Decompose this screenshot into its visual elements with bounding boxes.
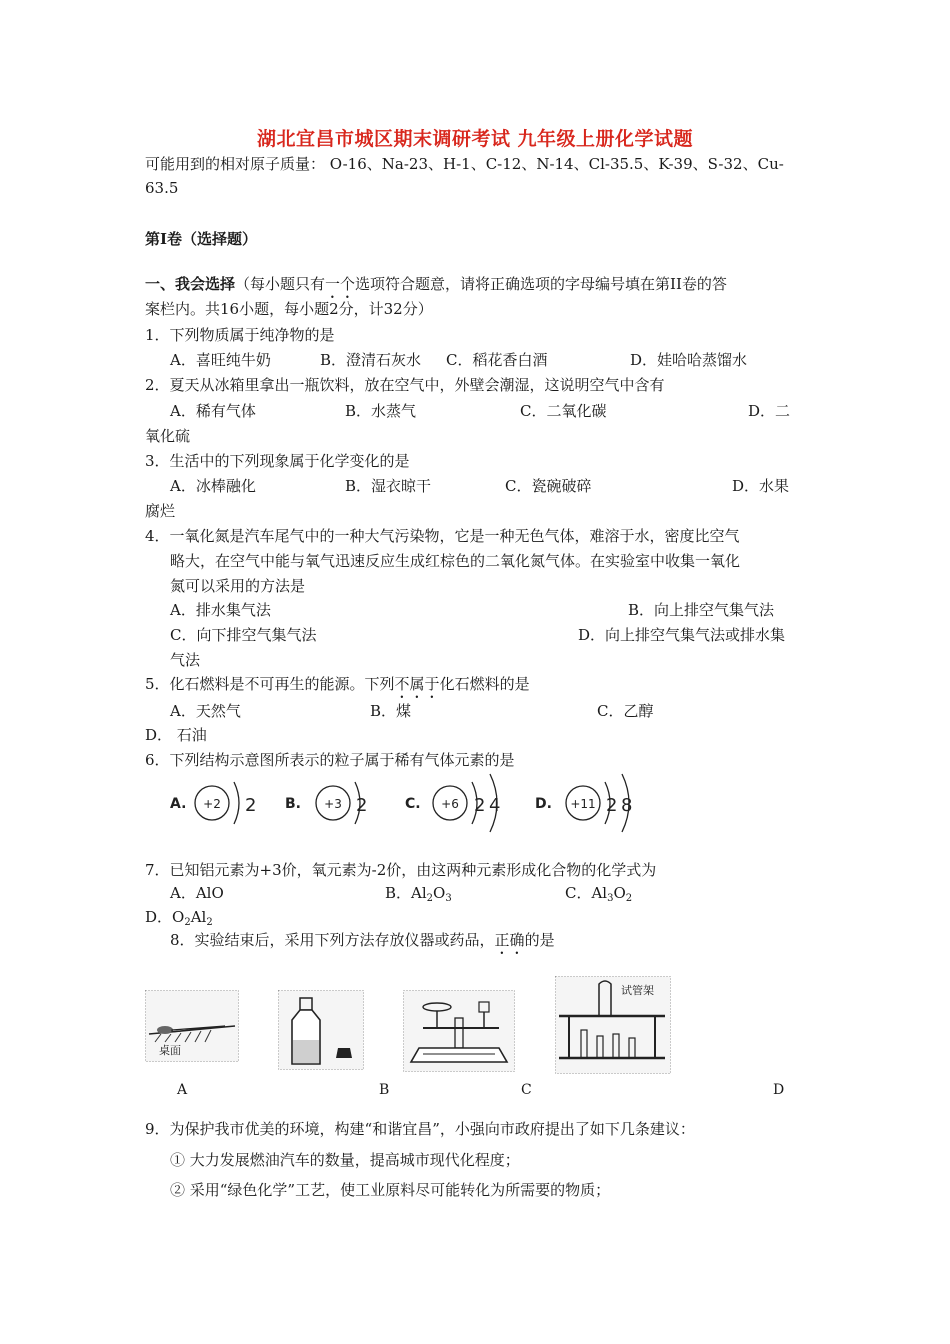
q5-stem: 5．化石燃料是不可再生的能源。下列不属于化石燃料的是 (145, 675, 530, 693)
q2-option-d: D．二 (748, 402, 791, 420)
shell-electrons: 2 (606, 795, 618, 816)
q7-option-a: A．AlO (170, 884, 224, 902)
atom-structure-diagrams (160, 770, 650, 838)
q1-stem: 1．下列物质属于纯净物的是 (145, 326, 335, 344)
image-label: A (177, 1082, 188, 1098)
q4-option-c: C．向下排空气集气法 (170, 626, 317, 644)
q5-option-b: B．煤 (370, 702, 412, 720)
atom-diagram-a (170, 782, 256, 824)
atom-letter: A. (170, 796, 187, 812)
q2-option-b: B．水蒸气 (345, 402, 417, 420)
q3-option-d-cont: 腐烂 (145, 502, 176, 520)
q3-option-a: A．冰棒融化 (170, 477, 256, 495)
q9-suggestion: ① 大力发展燃油汽车的数量，提高城市现代化程度； (170, 1151, 520, 1169)
q1-option-d: D．娃哈哈蒸馏水 (630, 351, 748, 369)
atom-letter: B. (285, 796, 301, 812)
atom-diagram-d (535, 774, 632, 832)
atom-letter: C. (405, 796, 421, 812)
section-title: 第Ⅰ卷（选择题） (145, 230, 258, 248)
atom-letter: D. (535, 796, 552, 812)
q9-stem: 9．为保护我市优美的环境，构建“和谐宜昌”，小强向市政府提出了如下几条建议： (145, 1120, 695, 1138)
atom-nucleus: +6 (441, 797, 459, 811)
atom-diagram-c (405, 774, 500, 832)
q4-option-a: A．排水集气法 (170, 601, 271, 619)
q7-stem: 7．已知铝元素为+3价，氧元素为-2价，由这两种元素形成化合物的化学式为 (145, 861, 657, 879)
q4-stem-cont: 略大，在空气中能与氧气迅速反应生成红棕色的二氧化氮气体。在实验室中收集一氧化 (170, 552, 741, 570)
shell-electrons: 8 (621, 795, 633, 816)
emphasis-text: 一个 (325, 275, 356, 293)
q4-option-d: D．向上排空气集气法或排水集 (578, 626, 786, 644)
q9-suggestion: ② 采用“绿色化学”工艺，使工业原料尽可能转化为所需要的物质； (170, 1181, 611, 1199)
q2-option-a: A．稀有气体 (170, 402, 256, 420)
atom-nucleus: +2 (203, 797, 221, 811)
atom-nucleus: +3 (324, 797, 342, 811)
document-title: 湖北宜昌市城区期末调研考试 九年级上册化学试题 (256, 128, 694, 150)
image-label: C (521, 1082, 532, 1098)
atomic-mass-line: 可能用到的相对原子质量： O-16、Na-23、H-1、C-12、N-14、Cl-35.5、K-39、S-32、Cu- (145, 155, 784, 173)
test-tube-rack-text: 试管架 (621, 984, 654, 997)
q4-stem-cont: 氮可以采用的方法是 (170, 577, 306, 595)
q2-option-d-cont: 氧化硫 (145, 427, 191, 445)
shell-electrons: 4 (489, 795, 501, 816)
q4-option-b: B．向上排空气集气法 (628, 601, 775, 619)
emphasis-text: 正确 (494, 931, 525, 949)
q3-option-c: C．瓷碗破碎 (505, 477, 592, 495)
q3-option-d: D．水果 (732, 477, 790, 495)
emphasis-text: 不属于 (394, 675, 440, 693)
table-text: 桌面 (159, 1044, 181, 1057)
q1-option-a: A．喜旺纯牛奶 (170, 351, 271, 369)
shell-electrons: 2 (245, 795, 257, 816)
image-label: D (773, 1082, 785, 1098)
atomic-mass-line-cont: 63.5 (145, 179, 179, 197)
q6-stem: 6．下列结构示意图所表示的粒子属于稀有气体元素的是 (145, 751, 515, 769)
part1-instructions-cont: 案栏内。共16小题，每小题2分，计32分） (145, 300, 433, 318)
atom-nucleus: +11 (570, 797, 596, 811)
q7-option-c: C．$Al_3O_2$ (565, 884, 633, 904)
image-label: B (379, 1082, 390, 1098)
q2-stem: 2．夏天从冰箱里拿出一瓶饮料，放在空气中，外壁会潮湿，这说明空气中含有 (145, 376, 665, 394)
q7-option-b: B．$Al_2O_3$ (385, 884, 452, 904)
q7-option-d: D．$O_2Al_2$ (145, 908, 213, 928)
part1-instructions: 一、我会选择（每小题只有一个选项符合题意，请将正确选项的字母编号填在第II卷的答 (145, 275, 727, 293)
q2-option-c: C．二氧化碳 (520, 402, 607, 420)
balance-image (403, 990, 515, 1072)
q4-option-d-cont: 气法 (170, 651, 201, 669)
q5-option-c: C．乙醇 (597, 702, 654, 720)
shell-electrons: 2 (474, 795, 486, 816)
dropper-on-table-image (145, 990, 239, 1062)
q8-stem: 8．实验结束后，采用下列方法存放仪器或药品，正确的是 (170, 931, 555, 949)
shell-electrons: 2 (356, 795, 368, 816)
q5-option-d: D． 石油 (145, 726, 207, 744)
q3-option-b: B．湿衣晾干 (345, 477, 432, 495)
part1-heading: 一、我会选择 (145, 275, 236, 293)
q4-stem: 4．一氧化氮是汽车尾气中的一种大气污染物，它是一种无色气体，难溶于水，密度比空气 (145, 527, 740, 545)
reagent-bottle-image (278, 990, 364, 1070)
atom-diagram-b (285, 782, 367, 824)
q1-option-b: B．澄清石灰水 (320, 351, 422, 369)
q5-option-a: A．天然气 (170, 702, 241, 720)
q3-stem: 3．生活中的下列现象属于化学变化的是 (145, 452, 410, 470)
q1-option-c: C．稻花香白酒 (446, 351, 548, 369)
test-tube-rack-image (555, 976, 671, 1074)
